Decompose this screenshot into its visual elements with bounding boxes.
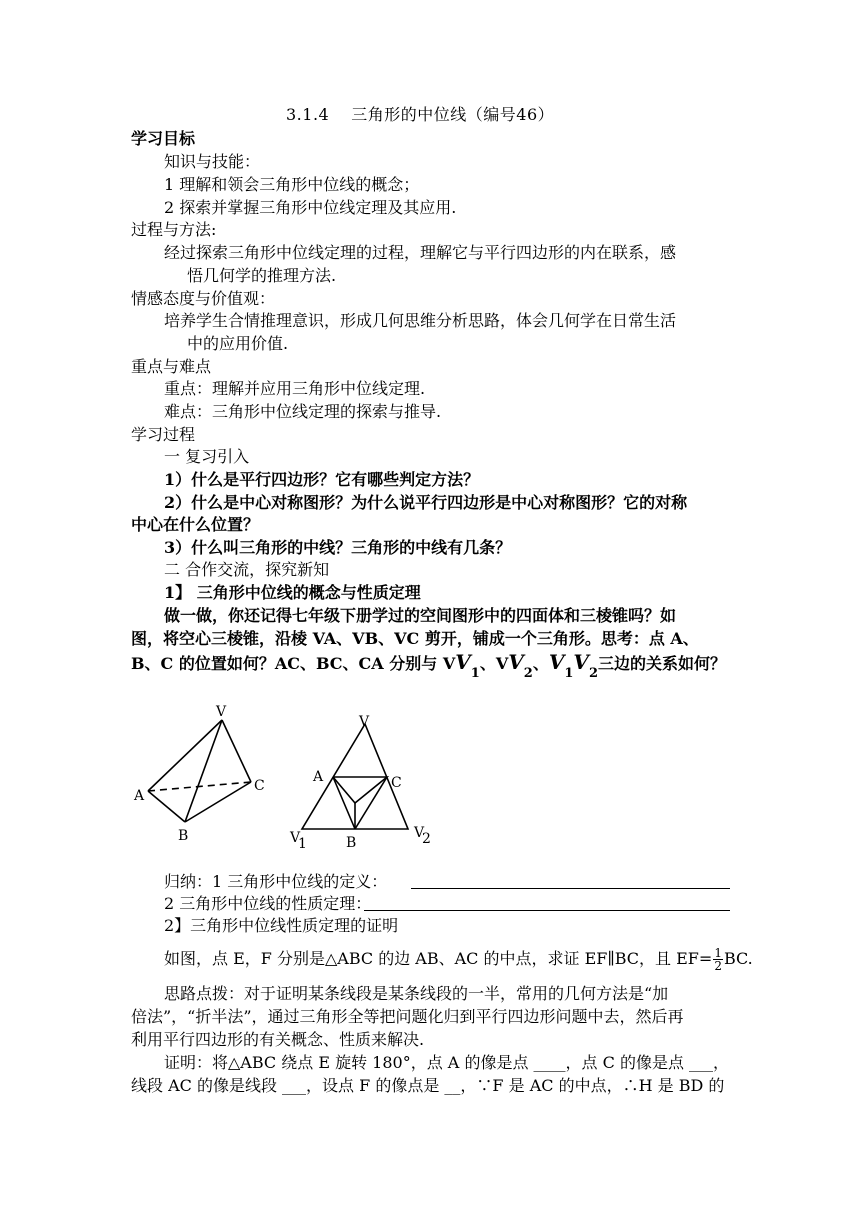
hint-line2: 倍法”，“折半法”，通过三角形全等把问题化归到平行四边形问题中去，然后再	[131, 1007, 684, 1026]
knowledge-item-2: 2 探索并掌握三角形中位线定理及其应用.	[164, 198, 457, 217]
question-3: 3）什么叫三角形的中线？三角形的中线有几条？	[164, 538, 512, 557]
label-v1-sub: 1	[298, 836, 307, 852]
emotion-heading: 情感态度与价值观：	[131, 289, 276, 308]
proof-statement: 如图，点 E，F 分别是△ABC 的边 AB、AC 的中点，求证 EF∥BC，且 EF= $\frac{1}{2}$ BC.	[164, 946, 753, 973]
hint-line3: 利用平行四边形的有关概念、性质来解决.	[131, 1030, 425, 1049]
difficult-point: 难点：三角形中位线定理的探索与推导.	[164, 402, 442, 421]
summary-line1: 归纳：1 三角形中位线的定义：	[164, 872, 388, 891]
knowledge-heading: 知识与技能：	[164, 152, 261, 171]
label-v-top: V	[359, 714, 370, 730]
question-2-line2: 中心在什么位置？	[131, 515, 260, 534]
question-1: 1）什么是平行四边形？它有哪些判定方法？	[164, 470, 480, 489]
unfolded-triangle-figure	[284, 706, 434, 854]
label-a: A	[134, 788, 145, 804]
knowledge-item-1: 1 理解和领会三角形中位线的概念；	[164, 175, 420, 194]
activity-line2: 图，将空心三棱锥，沿棱 VA、VB、VC 剪开，铺成一个三角形。思考：点 A、	[131, 629, 699, 648]
label-v: V	[216, 704, 227, 720]
goals-heading: 学习目标	[131, 129, 196, 148]
activity-line1: 做一做，你还记得七年级下册学过的空间图形中的四面体和三棱锥吗？如	[164, 606, 677, 625]
summary-line2: 2 三角形中位线的性质定理：	[164, 894, 372, 913]
process-heading: 学习过程	[131, 425, 196, 444]
definition-blank[interactable]	[411, 888, 730, 889]
key-points-heading: 重点与难点	[131, 357, 212, 376]
process-method-line1: 经过探索三角形中位线定理的过程，理解它与平行四边形的内在联系，感	[164, 243, 677, 262]
label-v2: V	[414, 825, 425, 841]
label-b: B	[178, 828, 189, 844]
process-method-heading: 过程与方法:	[131, 220, 217, 239]
part2-heading: 二 合作交流，探究新知	[164, 560, 330, 579]
section1-heading: 1】 三角形中位线的概念与性质定理	[164, 583, 421, 602]
section2-heading: 2】三角形中位线性质定理的证明	[164, 916, 399, 935]
label-v1: V	[290, 830, 301, 846]
proof-line2: 线段 AC 的像是线段 ___，设点 F 的像点是 __，∵F 是 AC 的中点，∴H 是 BD 的	[131, 1076, 725, 1095]
tetrahedron-figure	[128, 700, 288, 850]
page-title: 3.1.4 三角形的中位线（编号46）	[286, 105, 555, 124]
emotion-line2: 中的应用价值.	[187, 334, 289, 353]
question-2-line1: 2）什么是中心对称图形？为什么说平行四边形是中心对称图形？它的对称	[164, 493, 688, 512]
label-v2-sub: 2	[422, 831, 431, 847]
hint-line1: 思路点拨：对于证明某条线段是某条线段的一半，常用的几何方法是“加	[164, 984, 669, 1003]
emotion-line1: 培养学生合情推理意识，形成几何思维分析思路，体会几何学在日常生活	[164, 311, 677, 330]
process-method-line2: 悟几何学的推理方法.	[187, 266, 337, 285]
label-c: C	[254, 778, 265, 794]
one-half-fraction: $\frac{1}{2}$	[714, 946, 722, 973]
theorem-blank[interactable]	[364, 910, 730, 911]
activity-line3: B、C 的位置如何？AC、BC、CA 分别与 $VV_1$、$VV_2$、$V_1V_2$三边的关系如何？	[131, 650, 727, 681]
label-c-2: C	[391, 775, 402, 791]
part1-heading: 一 复习引入	[164, 447, 250, 466]
key-point: 重点：理解并应用三角形中位线定理.	[164, 379, 426, 398]
proof-line1: 证明：将△ABC 绕点 E 旋转 180°，点 A 的像是点 ____，点 C 的像是点 ___，	[164, 1053, 730, 1072]
label-a-2: A	[313, 769, 324, 785]
label-b-2: B	[346, 835, 357, 851]
